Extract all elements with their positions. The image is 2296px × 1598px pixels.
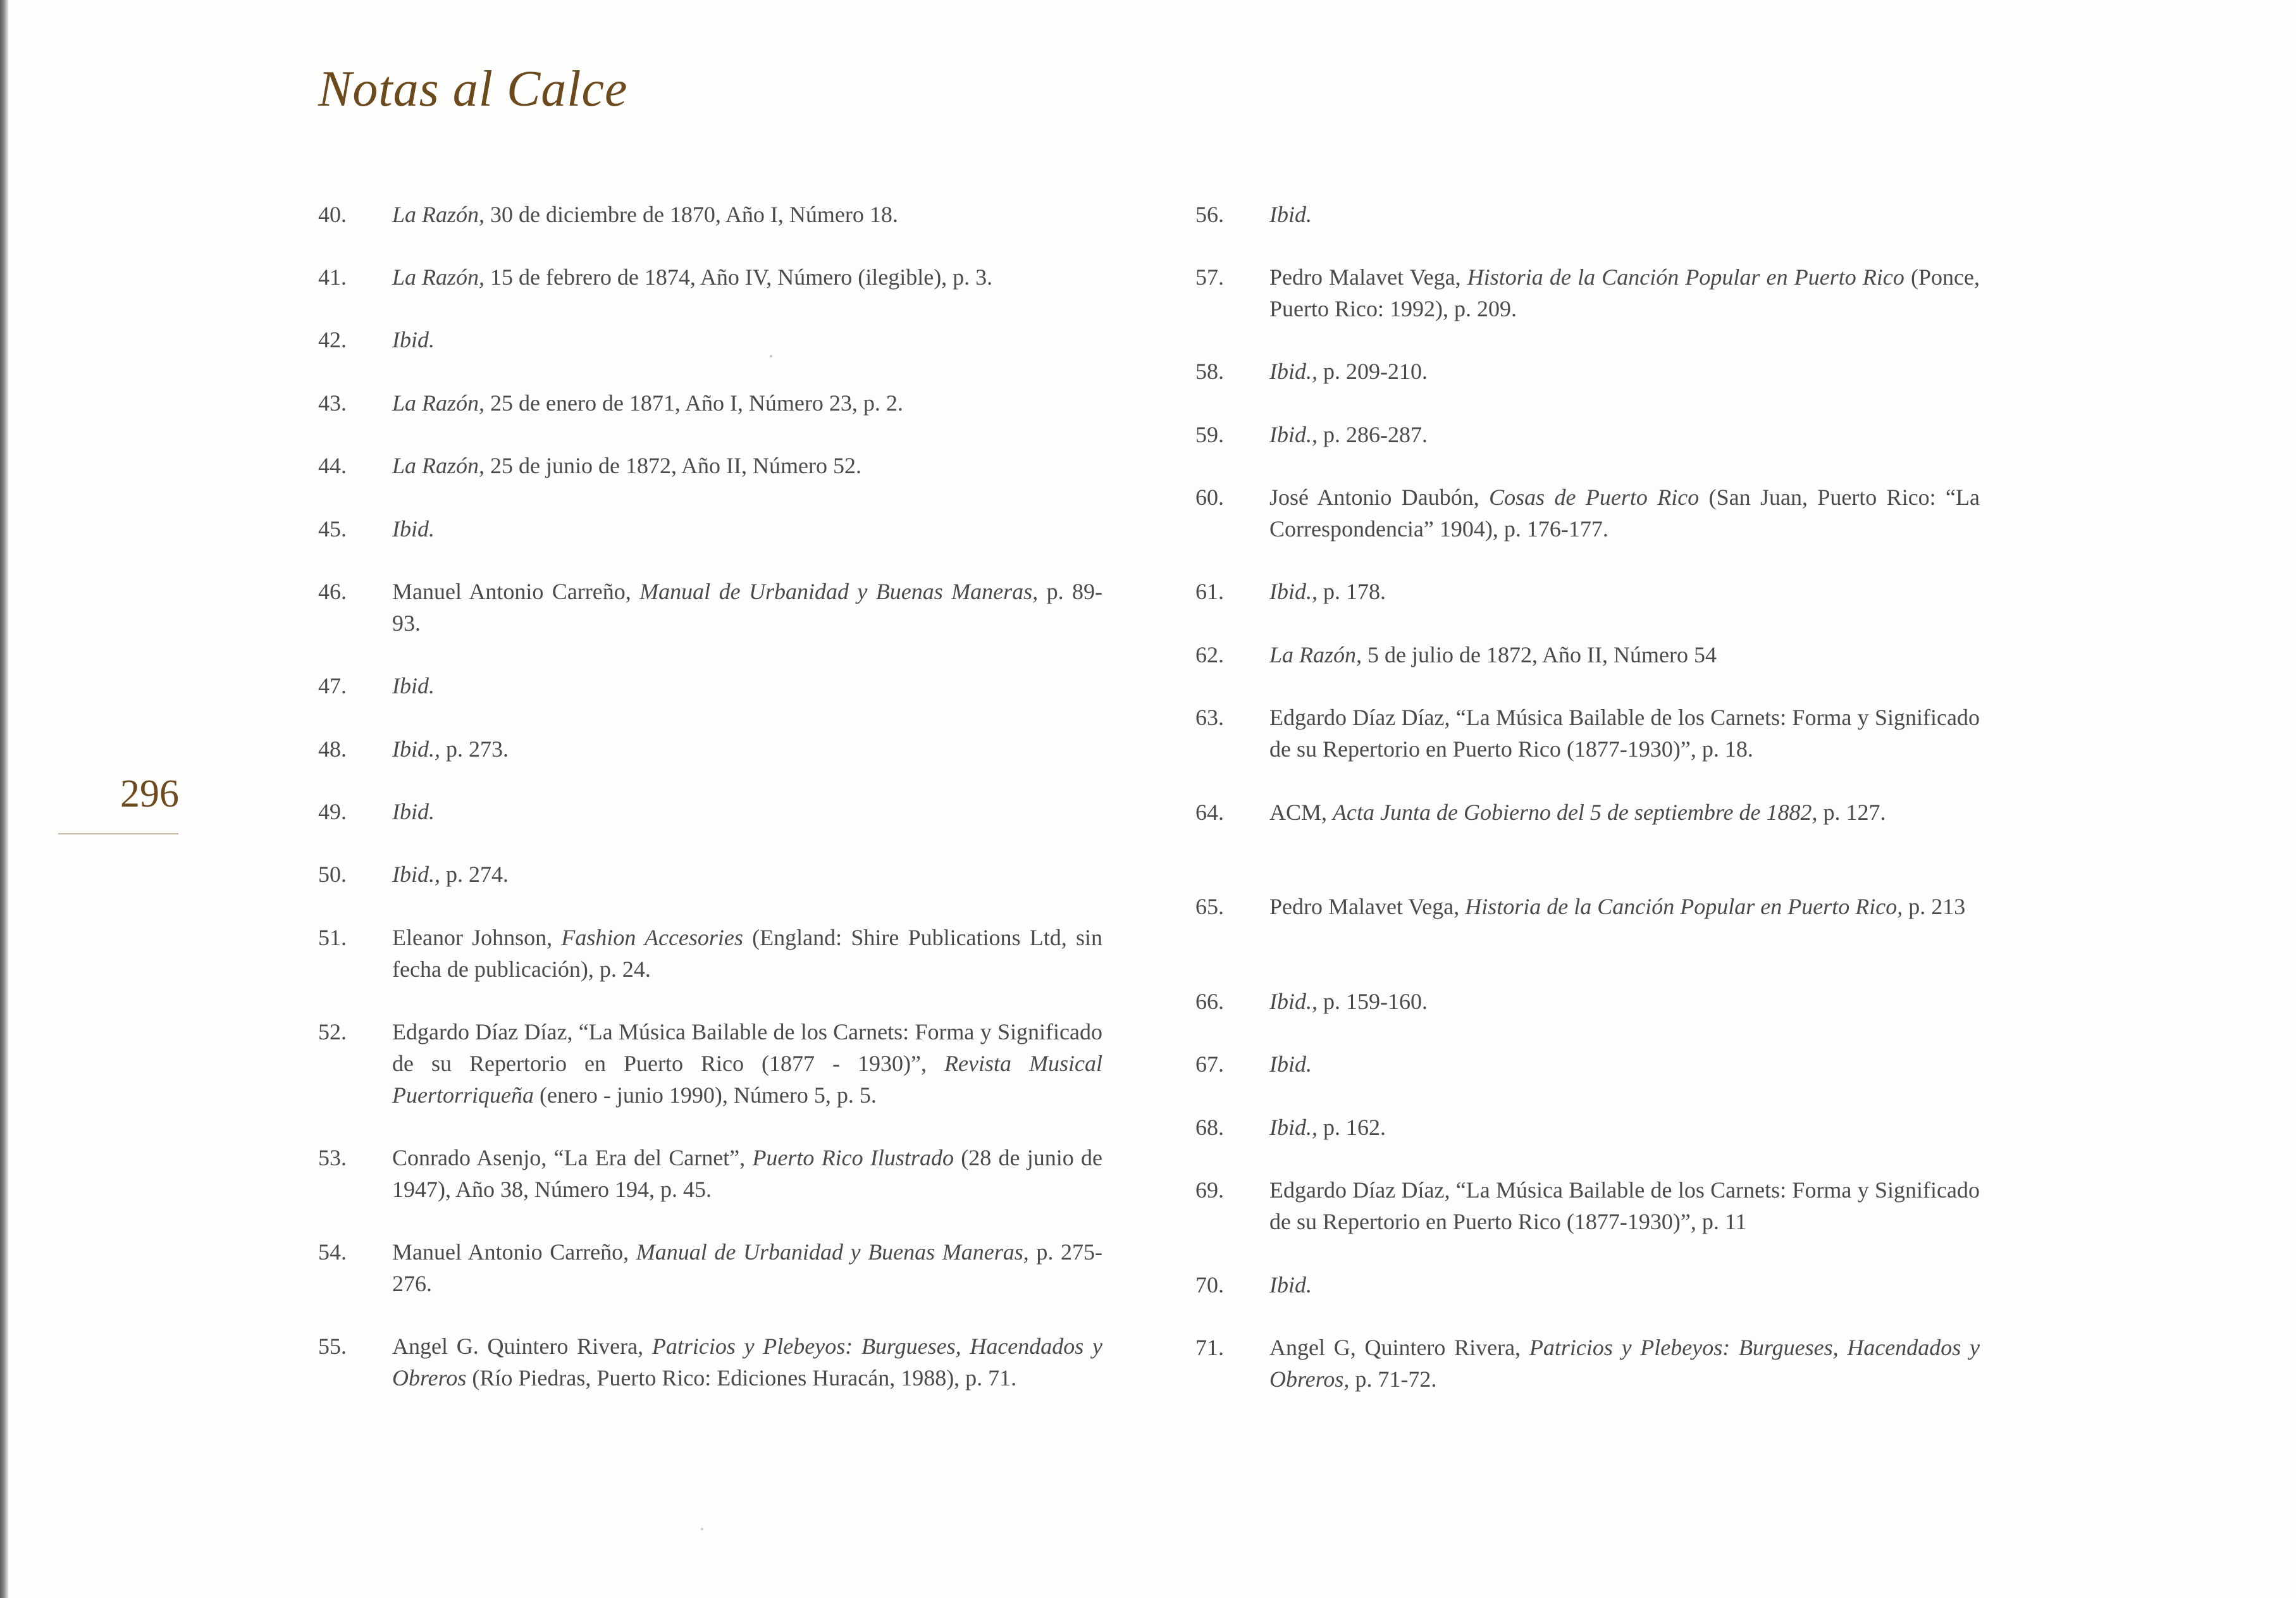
footnote-number: 51. — [318, 925, 347, 950]
citation-text: 15 de febrero de 1874, Año IV, Número (ilegible), p. 3. — [485, 264, 993, 290]
citation-title: Cosas de Puerto Rico — [1489, 485, 1700, 510]
footnote-item — [318, 199, 1102, 230]
footnote-text — [392, 324, 1102, 356]
citation-title: Puerto Rico Ilustrado — [752, 1145, 954, 1170]
footnote-text — [1269, 1269, 1980, 1301]
footnote-text — [392, 1330, 1102, 1394]
citation-text: p. 159-160. — [1318, 989, 1428, 1014]
footnote-text — [1269, 261, 1980, 325]
citation-text: p. 275-276. — [392, 1239, 1102, 1296]
footnote-number: 66. — [1195, 989, 1224, 1014]
citation-title: La Razón, — [392, 264, 485, 290]
footnote-item — [1195, 639, 1980, 671]
footnote-text — [392, 387, 1102, 419]
citation-text: p. 209-210. — [1318, 359, 1428, 384]
citation-text: 30 de diciembre de 1870, Año I, Número 18. — [485, 202, 898, 227]
footnote-item — [1195, 481, 1980, 545]
footnote-text — [1269, 986, 1980, 1017]
footnote-number: 67. — [1195, 1051, 1224, 1077]
footnote-text — [392, 1236, 1102, 1299]
page-title: Notas al Calce — [318, 61, 628, 117]
footnote-text — [1269, 796, 1980, 828]
footnote-item — [1195, 796, 1980, 828]
footnote-item — [1195, 576, 1980, 607]
footnote-number: 68. — [1195, 1115, 1224, 1140]
citation-title: La Razón, — [1269, 642, 1362, 667]
citation-title: Ibid. — [1269, 1051, 1312, 1077]
footnote-text — [392, 1016, 1102, 1111]
citation-title: Fashion Accesories — [561, 925, 743, 950]
citation-title: La Razón, — [392, 453, 485, 478]
footnote-number: 65. — [1195, 894, 1224, 919]
citation-title: Ibid., — [1269, 579, 1318, 604]
footnote-number: 69. — [1195, 1177, 1224, 1203]
footnote-text — [1269, 1112, 1980, 1143]
footnote-number: 59. — [1195, 422, 1224, 447]
footnote-item — [318, 858, 1102, 890]
footnote-item — [318, 922, 1102, 985]
citation-text: Conrado Asenjo, “La Era del Carnet”, — [392, 1145, 753, 1170]
footnote-text — [1269, 1174, 1980, 1237]
citation-title: Ibid., — [1269, 1115, 1318, 1140]
citation-title: Ibid., — [1269, 422, 1318, 447]
footnote-text — [1269, 419, 1980, 450]
footnote-item — [1195, 1048, 1980, 1080]
citation-text: ACM, — [1269, 800, 1333, 825]
footnote-text — [392, 670, 1102, 702]
citation-text: (San Juan, Puerto Rico: “La Correspondencia” 1904), p. 176-177. — [1269, 485, 1980, 542]
citation-title: Manual de Urbanidad y Buenas Maneras, — [639, 579, 1039, 604]
footnote-item — [1195, 1112, 1980, 1143]
citation-text: p. 274. — [440, 862, 509, 887]
citation-text: Angel G. Quintero Rivera, — [392, 1334, 652, 1359]
footnote-text — [392, 261, 1102, 293]
citation-text: 5 de julio de 1872, Año II, Número 54 — [1362, 642, 1717, 667]
footnote-item — [1195, 702, 1980, 765]
citation-text: p. 273. — [440, 736, 509, 762]
footnote-number: 56. — [1195, 202, 1224, 227]
citation-text: Edgardo Díaz Díaz, “La Música Bailable de los Carnets: Forma y Significado de su Repertorio en Puerto Rico (1877 - 1930)”, — [392, 1019, 1102, 1076]
footnote-number: 71. — [1195, 1335, 1224, 1360]
citation-title: La Razón, — [392, 202, 485, 227]
footnote-number: 49. — [318, 799, 347, 824]
footnote-item — [318, 261, 1102, 293]
citation-text: (Ponce, Puerto Rico: 1992), p. 209. — [1269, 264, 1980, 321]
citation-text: Manuel Antonio Carreño, — [392, 579, 640, 604]
citation-text: (28 de junio de 1947), Año 38, Número 194, p. 45. — [392, 1145, 1102, 1202]
footnote-item — [1195, 1174, 1980, 1237]
citation-title: Manual de Urbanidad y Buenas Maneras, — [636, 1239, 1029, 1265]
footnote-text — [1269, 576, 1980, 607]
citation-title: Revista Musical Puertorriqueña — [392, 1051, 1102, 1108]
page-number-rule — [58, 833, 178, 834]
footnote-number: 48. — [318, 736, 347, 762]
footnote-number: 57. — [1195, 264, 1224, 290]
citation-title: Historia de la Canción Popular en Puerto Rico — [1467, 264, 1904, 290]
footnote-number: 54. — [318, 1239, 347, 1265]
footnote-item — [1195, 199, 1980, 230]
footnote-text — [1269, 1332, 1980, 1395]
footnote-number: 41. — [318, 264, 347, 290]
footnote-item — [318, 1330, 1102, 1394]
footnote-number: 45. — [318, 516, 347, 542]
citation-title: Ibid., — [1269, 989, 1318, 1014]
footnote-number: 47. — [318, 673, 347, 698]
footnote-text — [392, 733, 1102, 765]
footnote-item — [1195, 986, 1980, 1017]
footnote-text — [392, 858, 1102, 890]
footnote-text — [1269, 356, 1980, 387]
footnote-number: 53. — [318, 1145, 347, 1170]
citation-text: Angel G, Quintero Rivera, — [1269, 1335, 1529, 1360]
footnote-text — [392, 576, 1102, 639]
citation-title: Ibid., — [392, 862, 440, 887]
footnote-item — [318, 1236, 1102, 1299]
footnote-item — [318, 1016, 1102, 1111]
citation-text: 25 de enero de 1871, Año I, Número 23, p. 2. — [485, 390, 903, 416]
page-number: 296 — [120, 772, 179, 815]
footnote-text — [1269, 639, 1980, 671]
footnote-text — [1269, 199, 1980, 230]
citation-title: Ibid., — [1269, 359, 1318, 384]
citation-title: Ibid. — [392, 799, 435, 824]
footnote-item — [1195, 419, 1980, 450]
footnote-text — [392, 1142, 1102, 1205]
citation-text: José Antonio Daubón, — [1269, 485, 1490, 510]
citation-text: Edgardo Díaz Díaz, “La Música Bailable de los Carnets: Forma y Significado de su Repertorio en Puerto Rico (1877-1930)”, p. 18. — [1269, 705, 1980, 762]
footnote-number: 46. — [318, 579, 347, 604]
footnote-item — [318, 324, 1102, 356]
citation-text: Pedro Malavet Vega, — [1269, 894, 1466, 919]
footnote-item — [318, 513, 1102, 545]
footnote-item — [318, 576, 1102, 639]
footnote-text — [392, 513, 1102, 545]
citation-text: 25 de junio de 1872, Año II, Número 52. — [485, 453, 861, 478]
scan-speck — [701, 1528, 703, 1530]
footnote-number: 62. — [1195, 642, 1224, 667]
citation-title: Historia de la Canción Popular en Puerto Rico, — [1465, 894, 1903, 919]
citation-text: p. 213 — [1903, 894, 1966, 919]
citation-title: Acta Junta de Gobierno del 5 de septiembre de 1882, — [1333, 800, 1818, 825]
footnote-text — [1269, 1048, 1980, 1080]
footnote-item — [318, 1142, 1102, 1205]
footnote-number: 42. — [318, 327, 347, 352]
footnote-item — [1195, 261, 1980, 325]
footnote-text — [392, 199, 1102, 230]
footnote-number: 55. — [318, 1334, 347, 1359]
footnote-text — [1269, 702, 1980, 765]
footnote-number: 40. — [318, 202, 347, 227]
footnote-number: 43. — [318, 390, 347, 416]
footnote-item — [318, 387, 1102, 419]
citation-text: p. 162. — [1318, 1115, 1386, 1140]
footnote-number: 63. — [1195, 705, 1224, 730]
binding-edge — [0, 0, 9, 1598]
footnote-item — [318, 733, 1102, 765]
citation-text: p. 286-287. — [1318, 422, 1428, 447]
citation-text: p. 71-72. — [1349, 1366, 1437, 1392]
citation-title: Ibid., — [392, 736, 440, 762]
citation-title: Patricios y Plebeyos: Burgueses, Hacendados y Obreros — [392, 1334, 1102, 1391]
footnote-number: 52. — [318, 1019, 347, 1044]
footnote-text — [1269, 481, 1980, 545]
citation-text: p. 127. — [1817, 800, 1886, 825]
citation-text: Edgardo Díaz Díaz, “La Música Bailable de los Carnets: Forma y Significado de su Repertorio en Puerto Rico (1877-1930)”, p. 11 — [1269, 1177, 1980, 1234]
footnote-number: 50. — [318, 862, 347, 887]
footnote-item — [1195, 1332, 1980, 1395]
footnote-text — [392, 450, 1102, 481]
citation-text: Pedro Malavet Vega, — [1269, 264, 1467, 290]
citation-text: (Río Piedras, Puerto Rico: Ediciones Huracán, 1988), p. 71. — [466, 1365, 1017, 1391]
citation-title: Ibid. — [1269, 1272, 1312, 1298]
citation-title: Ibid. — [392, 516, 435, 542]
citation-text: (England: Shire Publications Ltd, sin fecha de publicación), p. 24. — [392, 925, 1102, 982]
citation-text: Manuel Antonio Carreño, — [392, 1239, 636, 1265]
footnote-item — [318, 796, 1102, 827]
citation-title: La Razón, — [392, 390, 485, 416]
citation-text: p. 89-93. — [392, 579, 1102, 636]
footnote-number: 61. — [1195, 579, 1224, 604]
footnote-item — [318, 450, 1102, 481]
footnote-number: 44. — [318, 453, 347, 478]
footnote-item — [1195, 891, 1980, 922]
footnote-text — [392, 922, 1102, 985]
citation-text: Eleanor Johnson, — [392, 925, 562, 950]
citation-title: Ibid. — [392, 673, 435, 698]
citation-text: (enero - junio 1990), Número 5, p. 5. — [533, 1082, 877, 1108]
footnote-number: 70. — [1195, 1272, 1224, 1298]
footnote-number: 64. — [1195, 800, 1224, 825]
footnote-item — [1195, 356, 1980, 387]
footnote-text — [1269, 891, 1980, 922]
citation-title: Patricios y Plebeyos: Burgueses, Hacendados y Obreros, — [1269, 1335, 1980, 1392]
footnote-item — [1195, 1269, 1980, 1301]
footnote-text — [392, 796, 1102, 827]
citation-title: Ibid. — [1269, 202, 1312, 227]
footnote-number: 58. — [1195, 359, 1224, 384]
footnote-number: 60. — [1195, 485, 1224, 510]
footnote-item — [318, 670, 1102, 702]
citation-title: Ibid. — [392, 327, 435, 352]
citation-text: p. 178. — [1318, 579, 1386, 604]
